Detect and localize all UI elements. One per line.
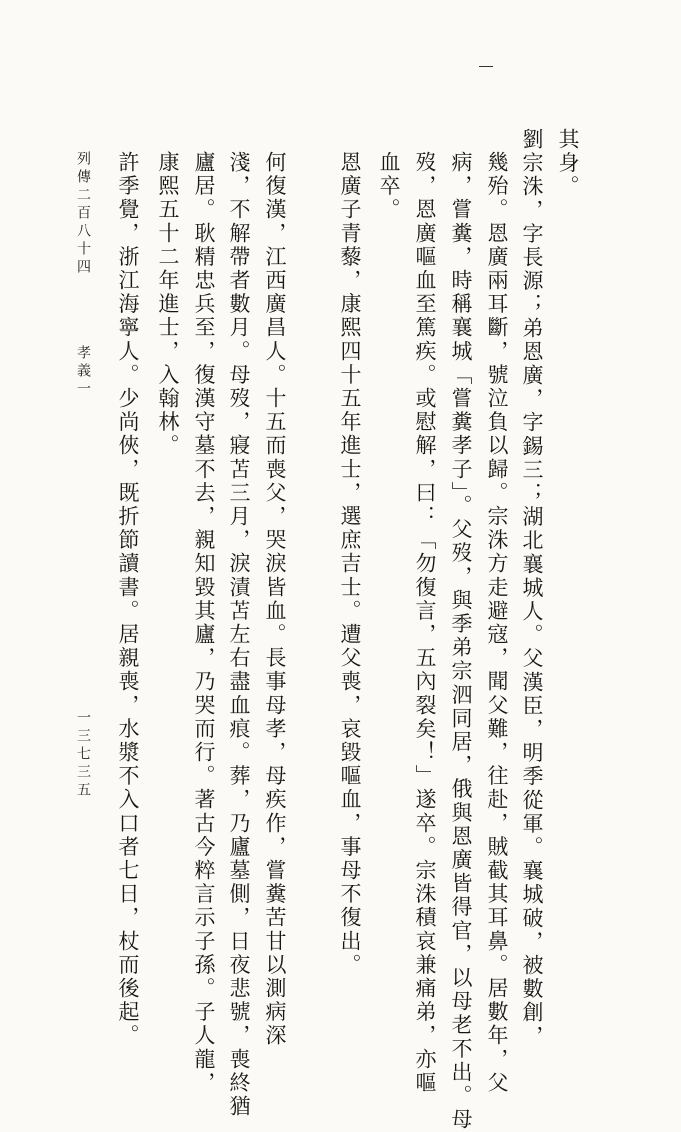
- text-column-10: 廬居。耿精忠兵至，復漢守墓不去，親知毀其廬，乃哭而行。著古今粹言示子孫。子人龍，: [192, 151, 216, 1095]
- text-column-7: 恩廣子青藜，康熙四十五年進士，選庶吉士。遭父喪，哀毀嘔血，事母不復出。: [338, 151, 362, 977]
- text-column-5: 歿，恩廣嘔血至篤疾。或慰解，曰：「勿復言，五內裂矣！」遂卒。宗洙積哀兼痛弟，亦嘔: [413, 151, 437, 1095]
- text-column-11: 康熙五十二年進士，入翰林。: [156, 151, 180, 458]
- text-column-12: 許季覺，浙江海寧人。少尚俠，既折節讀書。居親喪，水漿不入口者七日，杖而後起。: [116, 151, 140, 1048]
- text-column-8: 何復漢，江西廣昌人。十五而喪父，哭淚皆血。長事母孝，母疾作，嘗糞苦甘以測病深: [263, 151, 287, 1048]
- text-column-3: 幾殆。恩廣兩耳斷，號泣負以歸。宗洙方走避寇，聞父難，往赴，賊截其耳鼻。居數年，父: [485, 151, 509, 1095]
- text-column-6: 血卒。: [377, 151, 401, 222]
- text-column-2: 劉宗洙，字長源；弟恩廣，字錫三；湖北襄城人。父漢臣，明季從軍。襄城破，被數創，: [520, 128, 544, 1049]
- page-number: 一三七三五: [75, 710, 91, 800]
- text-column-1: 其身。: [556, 128, 580, 199]
- text-column-9: 淺，不解帶者數月。母歿，寢苫三月，淚漬苫左右盡血痕。葬，乃廬墓側，日夜悲號，喪終猶: [227, 151, 251, 1119]
- text-column-4: 病，嘗糞，時稱襄城「嘗糞孝子」。父歿，與季弟宗泗同居，俄與恩廣皆得官，以母老不出。母: [449, 151, 473, 1132]
- footer-chapter: 列傳二百八十四: [75, 151, 91, 277]
- footer-section: 孝義一: [75, 345, 91, 399]
- scan-mark: [479, 66, 493, 67]
